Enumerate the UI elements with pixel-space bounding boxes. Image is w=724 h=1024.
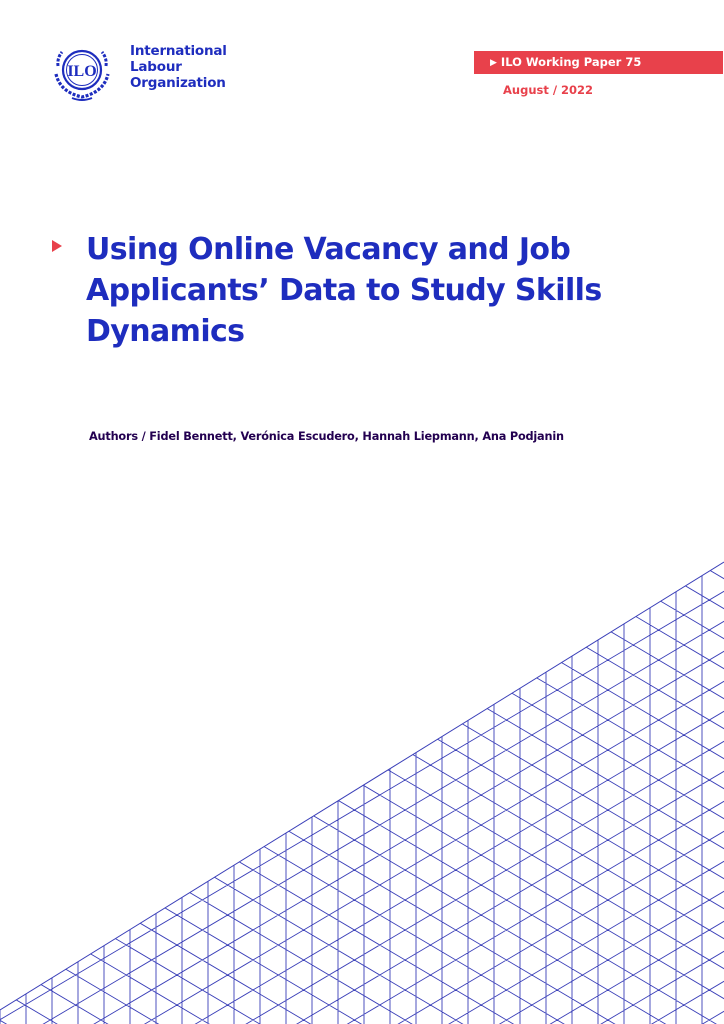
- page-title: Using Online Vacancy and Job Applicants’ Data to Study Skills Dynamics: [86, 232, 602, 349]
- authors-line: Authors / Fidel Bennett, Verónica Escudero, Hannah Liepmann, Ana Podjanin: [89, 430, 564, 443]
- organization-name-line: Organization: [130, 75, 226, 91]
- pattern-edge: [0, 562, 724, 1010]
- logo-text: ILO: [67, 63, 97, 80]
- triangle-right-icon: ▶: [490, 58, 497, 68]
- publication-date: August / 2022: [503, 83, 594, 97]
- organization-name-line: Labour: [130, 59, 182, 75]
- organization-name-line: International: [130, 43, 227, 59]
- series-label: ILO Working Paper 75: [500, 55, 642, 69]
